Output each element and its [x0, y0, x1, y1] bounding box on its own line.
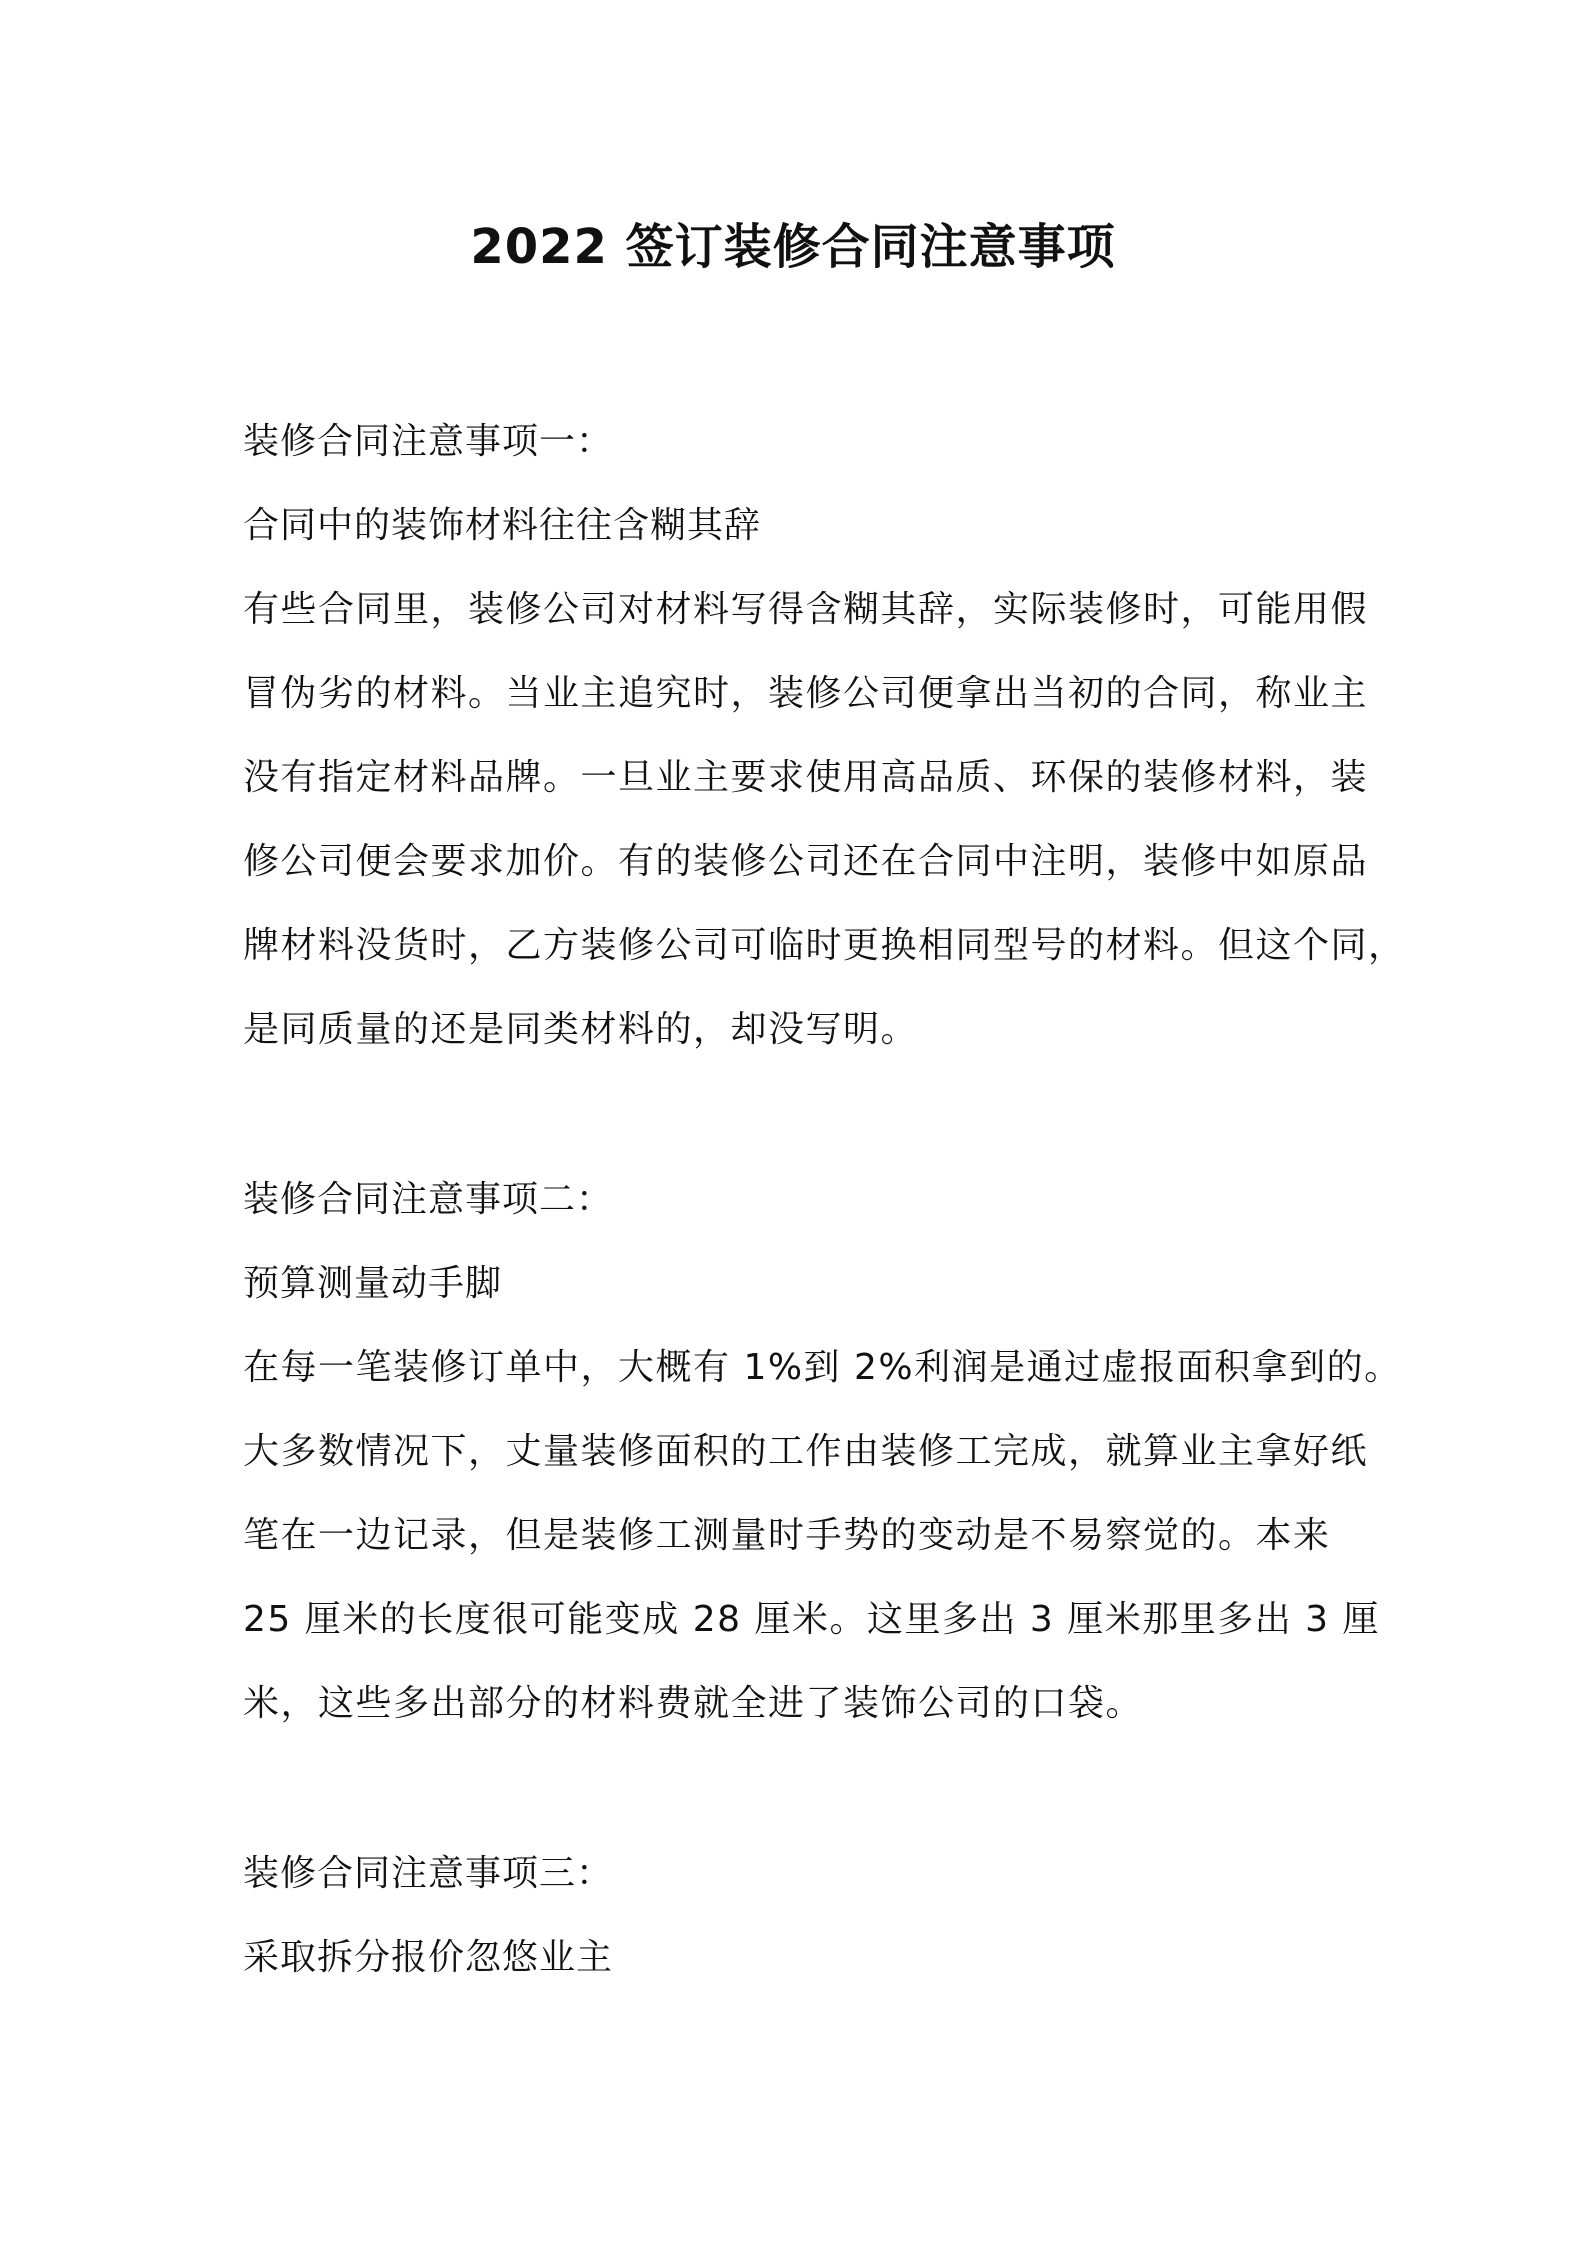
paragraph-line: 冒伪劣的材料。当业主追究时，装修公司便拿出当初的合同，称业主: [243, 673, 1369, 714]
paragraph-line: 在每一笔装修订单中，大概有 1%到 2%利润是通过虚报面积拿到的。: [243, 1347, 1402, 1388]
section-heading: 装修合同注意事项二：: [243, 1179, 614, 1220]
paragraph-line: 牌材料没货时，乙方装修公司可临时更换相同型号的材料。但这个同，: [243, 925, 1406, 966]
paragraph-line: 是同质量的还是同类材料的，却没写明。: [243, 1009, 919, 1050]
section-2: [243, 1158, 1402, 1746]
section-heading: 装修合同注意事项一：: [243, 421, 614, 462]
document-body: [243, 400, 1406, 2000]
paragraph-line: 没有指定材料品牌。一旦业主要求使用高品质、环保的装修材料，装: [243, 757, 1369, 798]
paragraph-line: 米，这些多出部分的材料费就全进了装饰公司的口袋。: [243, 1683, 1144, 1724]
document-title: 2022 签订装修合同注意事项: [470, 219, 1116, 275]
paragraph-line: 25 厘米的长度很可能变成 28 厘米。这里多出 3 厘米那里多出 3 厘: [243, 1599, 1381, 1640]
paragraph-line: 有些合同里，装修公司对材料写得含糊其辞，实际装修时，可能用假: [243, 589, 1369, 630]
section-subheading: 采取拆分报价忽悠业主: [243, 1937, 614, 1978]
section-subheading: 合同中的装饰材料往往含糊其辞: [243, 505, 762, 546]
paragraph-line: 修公司便会要求加价。有的装修公司还在合同中注明，装修中如原品: [243, 841, 1369, 882]
paragraph-line: 笔在一边记录，但是装修工测量时手势的变动是不易察觉的。本来: [243, 1515, 1331, 1556]
paragraph-line: 大多数情况下，丈量装修面积的工作由装修工完成，就算业主拿好纸: [243, 1431, 1369, 1472]
section-subheading: 预算测量动手脚: [243, 1263, 503, 1304]
section-heading: 装修合同注意事项三：: [243, 1853, 614, 1894]
section-1: [243, 400, 1406, 1072]
section-3: [243, 1832, 1373, 2000]
